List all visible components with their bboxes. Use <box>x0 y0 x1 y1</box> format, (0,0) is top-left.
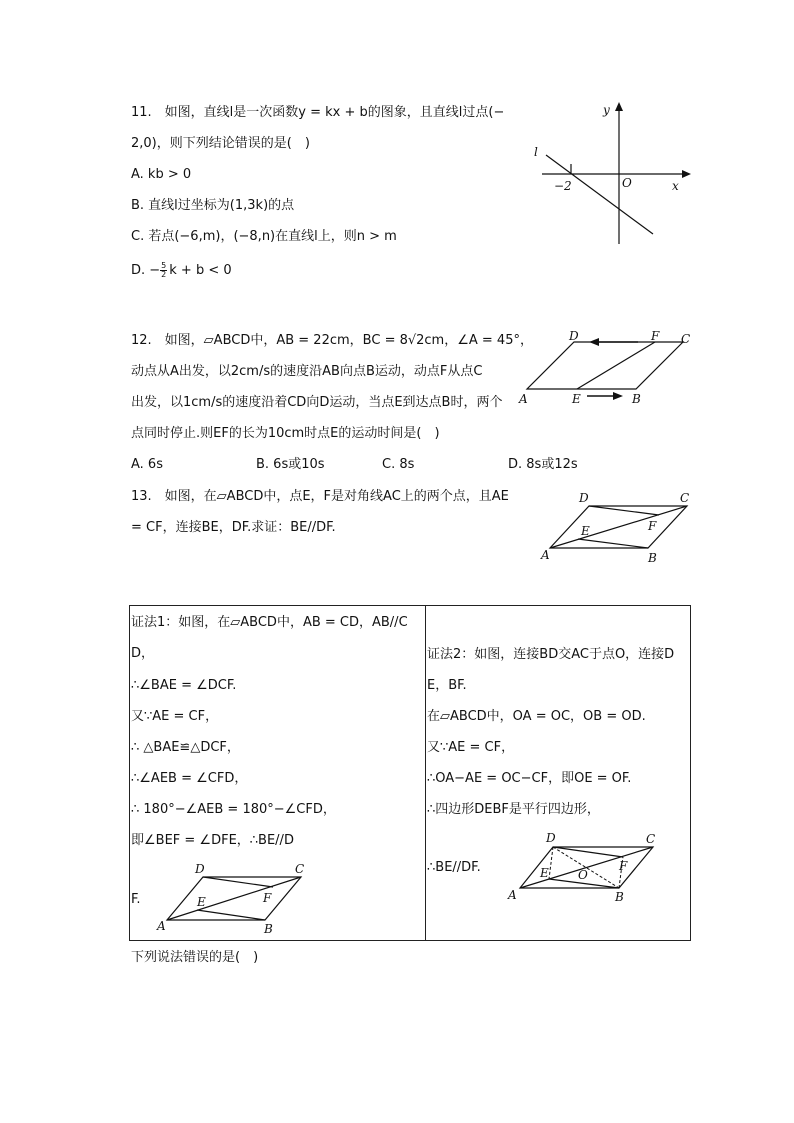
label-x: x <box>672 179 679 193</box>
label-neg2: −2 <box>554 179 572 193</box>
label-f: F <box>619 859 628 873</box>
q11-option-d-fraction <box>160 262 167 279</box>
label-b: B <box>648 551 657 565</box>
label-a: A <box>157 919 166 933</box>
proof1-parallelogram-figure <box>153 858 313 938</box>
arrow-e-to-b-head <box>613 392 623 400</box>
label-d: D <box>579 491 589 505</box>
segment-be <box>197 910 265 920</box>
proof1-line7: ∴ 180°−∠AEB = 180°−∠CFD， <box>131 802 336 817</box>
line-l <box>546 155 653 234</box>
footer-question: 下列说法错误的是( ) <box>131 950 259 965</box>
label-a: A <box>541 548 550 562</box>
label-e: E <box>572 392 581 406</box>
segment-be <box>578 539 648 548</box>
label-b: B <box>264 922 273 936</box>
label-o: O <box>578 868 588 882</box>
q11-coordinate-graph <box>528 98 698 248</box>
q11-stem-line2: 2,0)，则下列结论错误的是( ) <box>131 136 310 151</box>
proof2-line1: 证法2：如图，连接BD交AC于点O，连接D <box>427 647 675 662</box>
q13-stem-line2: = CF，连接BE，DF.求证：BE//DF. <box>131 520 336 535</box>
q12-parallelogram-figure <box>515 330 700 410</box>
proof2-line3: 在▱ABCD中，OA = OC，OB = OD. <box>427 709 646 724</box>
label-e: E <box>581 524 590 538</box>
proof2-line4: 又∵AE = CF， <box>427 740 515 755</box>
proof2-line6: ∴四边形DEBF是平行四边形， <box>427 802 600 817</box>
y-axis-arrow <box>615 102 623 111</box>
q13-parallelogram-figure <box>535 487 695 567</box>
q12-option-a: A. 6s <box>131 457 163 472</box>
label-c: C <box>681 332 691 346</box>
q12-stem-line4: 点同时停止.则EF的长为10cm时点E的运动时间是( ) <box>131 426 440 441</box>
q11-option-a: A. kb > 0 <box>131 167 192 182</box>
diagonal-ac <box>167 877 301 920</box>
q11-option-d <box>131 262 232 280</box>
parallelogram-abcd <box>527 342 683 389</box>
label-c: C <box>680 491 690 505</box>
q11-option-b: B. 直线l过坐标为(1,3k)的点 <box>131 198 295 213</box>
q11-stem-line1: 11. 如图，直线l是一次函数y = kx + b的图象，且直线l过点(− <box>131 105 505 120</box>
proof1-line1: 证法1：如图，在▱ABCD中，AB = CD，AB//C <box>131 615 408 630</box>
proof2-line2: E，BF. <box>427 678 467 693</box>
label-origin: O <box>622 176 632 190</box>
segment-df <box>203 877 273 887</box>
segment-df <box>553 847 623 857</box>
label-c: C <box>295 862 305 876</box>
proof2-line5: ∴OA−AE = OC−CF，即OE = OF. <box>427 771 632 786</box>
label-l: l <box>534 145 538 159</box>
table-divider <box>425 606 426 940</box>
q12-stem-line3: 出发，以1cm/s的速度沿着CD向D运动，当点E到达点B时，两个 <box>131 395 503 410</box>
proof1-line8: 即∠BEF = ∠DFE，∴BE//D <box>131 833 294 848</box>
segment-df <box>589 506 659 515</box>
q12-option-c: C. 8s <box>382 457 415 472</box>
q11-option-d-suffix: k + b < 0 <box>169 263 232 278</box>
proof1-line5: ∴ △BAE≌△DCF， <box>131 740 240 755</box>
label-e: E <box>197 895 206 909</box>
frac-numerator: 5 <box>161 261 167 270</box>
label-a: A <box>519 392 528 406</box>
label-b: B <box>632 392 641 406</box>
label-b: B <box>615 890 624 904</box>
label-d: D <box>569 330 579 343</box>
proof2-line7: ∴BE//DF. <box>427 860 481 875</box>
label-y: y <box>603 103 610 117</box>
q11-option-d-prefix: D. − <box>131 263 161 278</box>
q13-stem-line1: 13. 如图，在▱ABCD中，点E，F是对角线AC上的两个点，且AE <box>131 489 509 504</box>
label-f: F <box>263 891 272 905</box>
q12-stem-line2: 动点从A出发，以2cm/s的速度沿AB向点B运动，动点F从点C <box>131 364 483 379</box>
proof1-line2: D， <box>131 646 155 661</box>
proof1-line4: 又∵AE = CF， <box>131 709 219 724</box>
label-a: A <box>508 888 517 902</box>
q12-option-b: B. 6s或10s <box>256 457 325 472</box>
label-d: D <box>546 831 556 845</box>
label-f: F <box>651 330 660 343</box>
frac-denominator: 2 <box>161 270 167 279</box>
proof1-line3: ∴∠BAE = ∠DCF. <box>131 678 237 693</box>
arrow-f-to-d-head <box>589 338 599 346</box>
label-d: D <box>195 862 205 876</box>
label-f: F <box>648 519 657 533</box>
label-c: C <box>646 832 656 846</box>
proof1-line6: ∴∠AEB = ∠CFD， <box>131 771 248 786</box>
q11-option-c: C. 若点(−6,m)，(−8,n)在直线l上，则n > m <box>131 229 397 244</box>
label-e: E <box>540 866 549 880</box>
proof2-parallelogram-figure <box>505 829 670 909</box>
proof1-line9: F. <box>131 892 141 907</box>
q12-stem-line1: 12. 如图，▱ABCD中，AB = 22cm，BC = 8√2cm，∠A = 45°， <box>131 333 533 348</box>
diagonal-ac <box>550 506 687 548</box>
q12-option-d: D. 8s或12s <box>508 457 578 472</box>
x-axis-arrow <box>682 170 691 178</box>
